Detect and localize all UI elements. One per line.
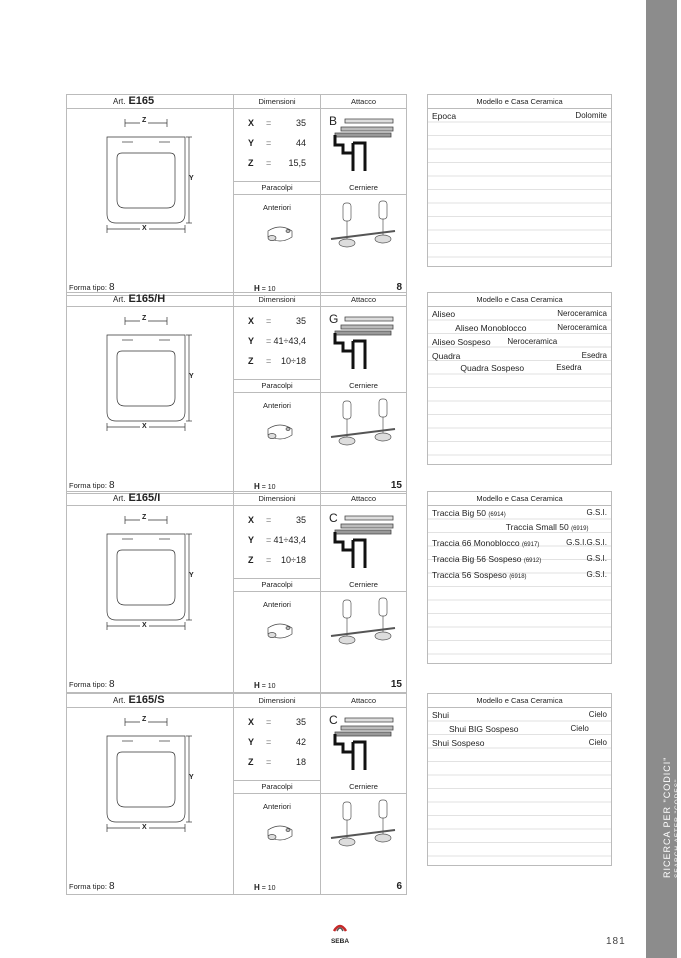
models-table — [427, 491, 612, 664]
model-name: Quadra — [432, 350, 461, 361]
dim-x-value: 35 — [295, 316, 306, 326]
dim-z-value: 10÷18 — [281, 356, 306, 366]
attacco-type: C — [329, 511, 338, 525]
article-code: Art. E165 — [113, 95, 155, 107]
bumper-icon — [260, 421, 300, 445]
sidebar-line-1: RICERCA PER "CODICI" — [661, 756, 672, 878]
dim-y-value: 44 — [295, 138, 306, 148]
y-label: Y — [189, 175, 194, 182]
ceramica-name: Neroceramica — [507, 336, 558, 346]
attacco-header: Attacco — [350, 295, 376, 304]
h-value: H = 10 — [254, 284, 276, 293]
model-code: (6918) — [509, 574, 527, 580]
paracolpi-header: Paracolpi — [234, 578, 320, 592]
dimensioni-header: Dimensioni — [258, 696, 296, 705]
attacco-header: Attacco — [350, 494, 376, 503]
cerniere-number: 6 — [396, 881, 402, 892]
list-item — [428, 722, 611, 736]
attacco-cell — [321, 293, 406, 493]
dimensions-cell: Dimensioni X = 35 Y = 41÷43,4 Z = 10÷18 Paracolpi Anteriori H = 10 — [234, 492, 321, 692]
cerniere-header: Cerniere — [321, 578, 406, 592]
dim-z-value: 18 — [295, 757, 306, 767]
list-item — [428, 307, 611, 321]
article-code: Art. E165/I — [113, 492, 161, 504]
cerniere-number: 8 — [396, 282, 402, 293]
seba-logo-icon — [328, 921, 352, 933]
list-item — [428, 334, 611, 348]
bumper-icon — [260, 223, 300, 247]
x-label: X — [142, 824, 147, 831]
ceramica-name: Neroceramica — [557, 323, 607, 332]
brand-name: SEBA — [330, 938, 350, 945]
attacco-cell — [321, 492, 406, 692]
models-table — [427, 94, 612, 267]
anteriori-label: Anteriori — [263, 600, 291, 609]
anteriori-label: Anteriori — [263, 802, 291, 811]
seat-drawing-cell — [67, 492, 234, 692]
models-header: Modello e Casa Ceramica — [428, 492, 611, 506]
attacco-type: C — [329, 713, 338, 727]
forma-tipo: Forma tipo: 8 — [69, 881, 115, 892]
ceramica-name: G.S.I. — [586, 554, 607, 563]
forma-tipo: Forma tipo: 8 — [69, 480, 115, 491]
dim-x-value: 35 — [295, 717, 306, 727]
hinge-icon — [321, 592, 406, 662]
list-item — [428, 321, 611, 335]
dimensions-cell: Dimensioni X = 35 Y = 44 Z = 15,5 Paracolpi Anteriori H = 10 — [234, 95, 321, 295]
model-name: Aliseo Sospeso — [432, 336, 491, 347]
model-name: Shui BIG Sospeso — [449, 723, 519, 734]
cerniere-number: 15 — [390, 480, 402, 491]
ceramica-name: G.S.I. — [566, 538, 587, 547]
dimensioni-header: Dimensioni — [258, 295, 296, 304]
ceramica-name: Cielo — [588, 737, 607, 747]
paracolpi-header: Paracolpi — [234, 780, 320, 794]
y-label: Y — [189, 774, 194, 781]
y-label: Y — [189, 572, 194, 579]
models-header: Modello e Casa Ceramica — [428, 293, 611, 307]
list-item — [428, 735, 611, 749]
z-label: Z — [142, 117, 147, 124]
models-table — [427, 693, 612, 866]
cerniere-header: Cerniere — [321, 379, 406, 393]
cerniere-header: Cerniere — [321, 780, 406, 794]
seat-diagram — [67, 109, 233, 295]
model-name: Aliseo Monoblocco — [455, 322, 527, 333]
article-code: Art. E165/H — [113, 293, 166, 305]
sidebar-label — [646, 0, 681, 958]
models-header: Modello e Casa Ceramica — [428, 694, 611, 708]
models-list — [428, 307, 611, 464]
dim-y-value: 41÷43,4 — [273, 535, 306, 545]
paracolpi-header: Paracolpi — [234, 181, 320, 195]
list-item — [428, 506, 611, 520]
ceramica-name: G.S.I. — [586, 538, 607, 547]
attacco-type: B — [329, 114, 338, 128]
forma-tipo: Forma tipo: 8 — [69, 679, 115, 690]
models-list — [428, 109, 611, 266]
model-code: (6919) — [571, 526, 589, 532]
dim-y-value: 41÷43,4 — [273, 336, 306, 346]
h-value: H = 10 — [254, 681, 276, 690]
page-number: 181 — [606, 936, 626, 947]
list-item — [428, 533, 611, 547]
bumper-icon — [260, 620, 300, 644]
ceramica-name: Esedra — [556, 363, 582, 372]
x-label: X — [142, 423, 147, 430]
model-code: (6914) — [488, 512, 506, 518]
dim-x-value: 35 — [295, 515, 306, 525]
models-header: Modello e Casa Ceramica — [428, 95, 611, 109]
anteriori-label: Anteriori — [263, 203, 291, 212]
attacco-diagram — [321, 506, 406, 578]
model-name: Traccia Big 50 (6914) — [432, 508, 506, 518]
product-spec-table-4 — [66, 693, 407, 895]
dimensioni-header: Dimensioni — [258, 494, 296, 503]
model-name: Shui — [432, 710, 450, 720]
model-name: Traccia Small 50 (6919) — [505, 522, 589, 532]
forma-tipo: Forma tipo: 8 — [69, 282, 115, 293]
product-spec-table-2 — [66, 292, 407, 494]
model-name: Aliseo — [432, 309, 456, 319]
dimensions-cell: Dimensioni X = 35 Y = 42 Z = 18 Paracolpi Anteriori H = 10 — [234, 694, 321, 894]
z-label: Z — [142, 514, 147, 521]
ceramica-name: Cielo — [570, 723, 589, 733]
attacco-diagram — [321, 109, 406, 181]
product-spec-table-1 — [66, 94, 407, 296]
cerniere-number: 15 — [390, 679, 402, 690]
ceramica-name: G.S.I. — [586, 508, 607, 517]
bumper-icon — [260, 822, 300, 846]
attacco-cell — [321, 694, 406, 894]
seba-logo — [328, 920, 352, 945]
models-table — [427, 292, 612, 465]
hinge-icon — [321, 794, 406, 864]
x-label: X — [142, 622, 147, 629]
ceramica-name: Cielo — [588, 710, 607, 719]
list-item — [428, 348, 611, 362]
cerniere-header: Cerniere — [321, 181, 406, 195]
model-name: Traccia 56 Sospeso (6918) — [432, 570, 527, 580]
ceramica-name: Esedra — [581, 350, 607, 360]
seat-diagram — [67, 708, 233, 894]
y-label: Y — [189, 373, 194, 380]
dim-z-value: 10÷18 — [281, 555, 306, 565]
attacco-cell — [321, 95, 406, 295]
seat-diagram — [67, 307, 233, 493]
attacco-type: G — [329, 312, 339, 326]
model-name: Quadra Sospeso — [460, 363, 525, 373]
ceramica-name: G.S.I. — [586, 570, 607, 579]
seat-diagram — [67, 506, 233, 692]
ceramica-name: Dolomite — [575, 111, 607, 120]
attacco-diagram — [321, 307, 406, 379]
z-label: Z — [142, 315, 147, 322]
article-code: Art. E165/S — [113, 694, 165, 706]
z-label: Z — [142, 716, 147, 723]
seat-drawing-cell — [67, 694, 234, 894]
seat-drawing-cell — [67, 293, 234, 493]
attacco-header: Attacco — [350, 696, 376, 705]
h-value: H = 10 — [254, 482, 276, 491]
anteriori-label: Anteriori — [263, 401, 291, 410]
attacco-header: Attacco — [350, 97, 376, 106]
model-name: Epoca — [432, 111, 457, 121]
model-code: (6912) — [523, 558, 542, 564]
list-item — [428, 560, 611, 580]
dimensions-cell: Dimensioni X = 35 Y = 41÷43,4 Z = 10÷18 Paracolpi Anteriori H = 10 — [234, 293, 321, 493]
ceramica-name: Neroceramica — [557, 309, 607, 318]
hinge-icon — [321, 393, 406, 463]
paracolpi-header: Paracolpi — [234, 379, 320, 393]
model-code: (6917) — [521, 542, 540, 548]
x-label: X — [142, 225, 147, 232]
seat-drawing-cell — [67, 95, 234, 295]
hinge-icon — [321, 195, 406, 265]
dimensioni-header: Dimensioni — [258, 97, 296, 106]
dim-z-value: 15,5 — [288, 158, 306, 168]
sidebar-line-2: SEARCH AFTER "CODES" — [673, 778, 681, 878]
dim-x-value: 35 — [295, 118, 306, 128]
model-name: Shui Sospeso — [432, 737, 485, 748]
attacco-diagram — [321, 708, 406, 780]
model-name: Traccia 66 Monoblocco (6917) — [432, 538, 540, 548]
models-list — [428, 506, 611, 663]
model-name: Traccia Big 56 Sospeso (6912) — [432, 554, 542, 564]
list-item — [428, 547, 611, 564]
list-item — [428, 361, 611, 375]
product-spec-table-3 — [66, 491, 407, 693]
dim-y-value: 42 — [295, 737, 306, 747]
list-item — [428, 708, 611, 722]
h-value: H = 10 — [254, 883, 276, 892]
list-item — [428, 109, 611, 123]
models-list — [428, 708, 611, 865]
